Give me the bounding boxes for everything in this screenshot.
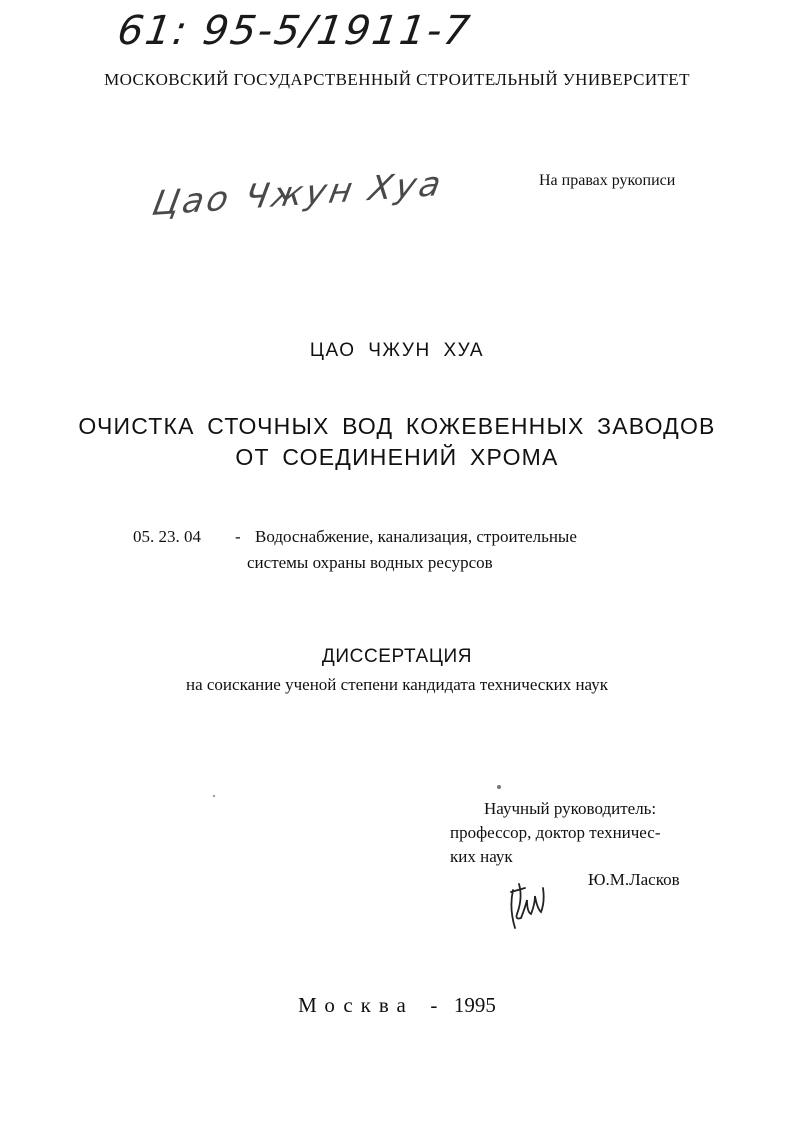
specialty-description-line-2: системы охраны водных ресурсов [247, 553, 493, 572]
ink-speck [497, 785, 501, 789]
supervisor-signature [505, 878, 553, 936]
degree-statement: на соискание ученой степени кандидата технических наук [185, 675, 608, 694]
year: 1995 [453, 993, 496, 1017]
dissertation-title [0, 411, 794, 473]
specialty [133, 524, 577, 576]
handwritten-archive-number-text: 61: 95-5/1911-7 [114, 8, 475, 54]
supervisor-title-line-2: ких наук [450, 847, 513, 866]
city-year-dash: - [430, 993, 438, 1017]
city: Москва [298, 993, 414, 1017]
supervisor-block [450, 797, 660, 869]
handwritten-author-name-text: Цао Чжун Хуа [149, 164, 447, 224]
university-name: МОСКОВСКИЙ ГОСУДАРСТВЕННЫЙ СТРОИТЕЛЬНЫЙ УНИВЕРСИТЕТ [104, 70, 690, 89]
rights-note: На правах рукописи [539, 172, 676, 189]
document-type: ДИССЕРТАЦИЯ [321, 646, 473, 667]
dissertation-title-line-1: ОЧИСТКА СТОЧНЫХ ВОД КОЖЕВЕННЫХ ЗАВОДОВ [78, 413, 716, 439]
handwritten-author-name [149, 164, 465, 238]
author-name: ЦАО ЧЖУН ХУА [309, 340, 485, 361]
specialty-line-1 [133, 524, 577, 550]
supervisor-role: Научный руководитель: [484, 799, 657, 818]
supervisor-name: Ю.М.Ласков [588, 870, 680, 889]
signature-scribble [505, 878, 553, 936]
ink-speck [213, 795, 215, 797]
handwritten-archive-number [114, 8, 478, 60]
supervisor-title-line-1: профессор, доктор техничес- [450, 823, 661, 842]
specialty-dash: - [235, 527, 241, 546]
specialty-description-line-1: Водоснабжение, канализация, строительные [255, 527, 577, 546]
dissertation-title-line-2: ОТ СОЕДИНЕНИЙ ХРОМА [235, 444, 559, 470]
city-year [0, 993, 794, 1018]
specialty-code: 05. 23. 04 [133, 527, 201, 546]
